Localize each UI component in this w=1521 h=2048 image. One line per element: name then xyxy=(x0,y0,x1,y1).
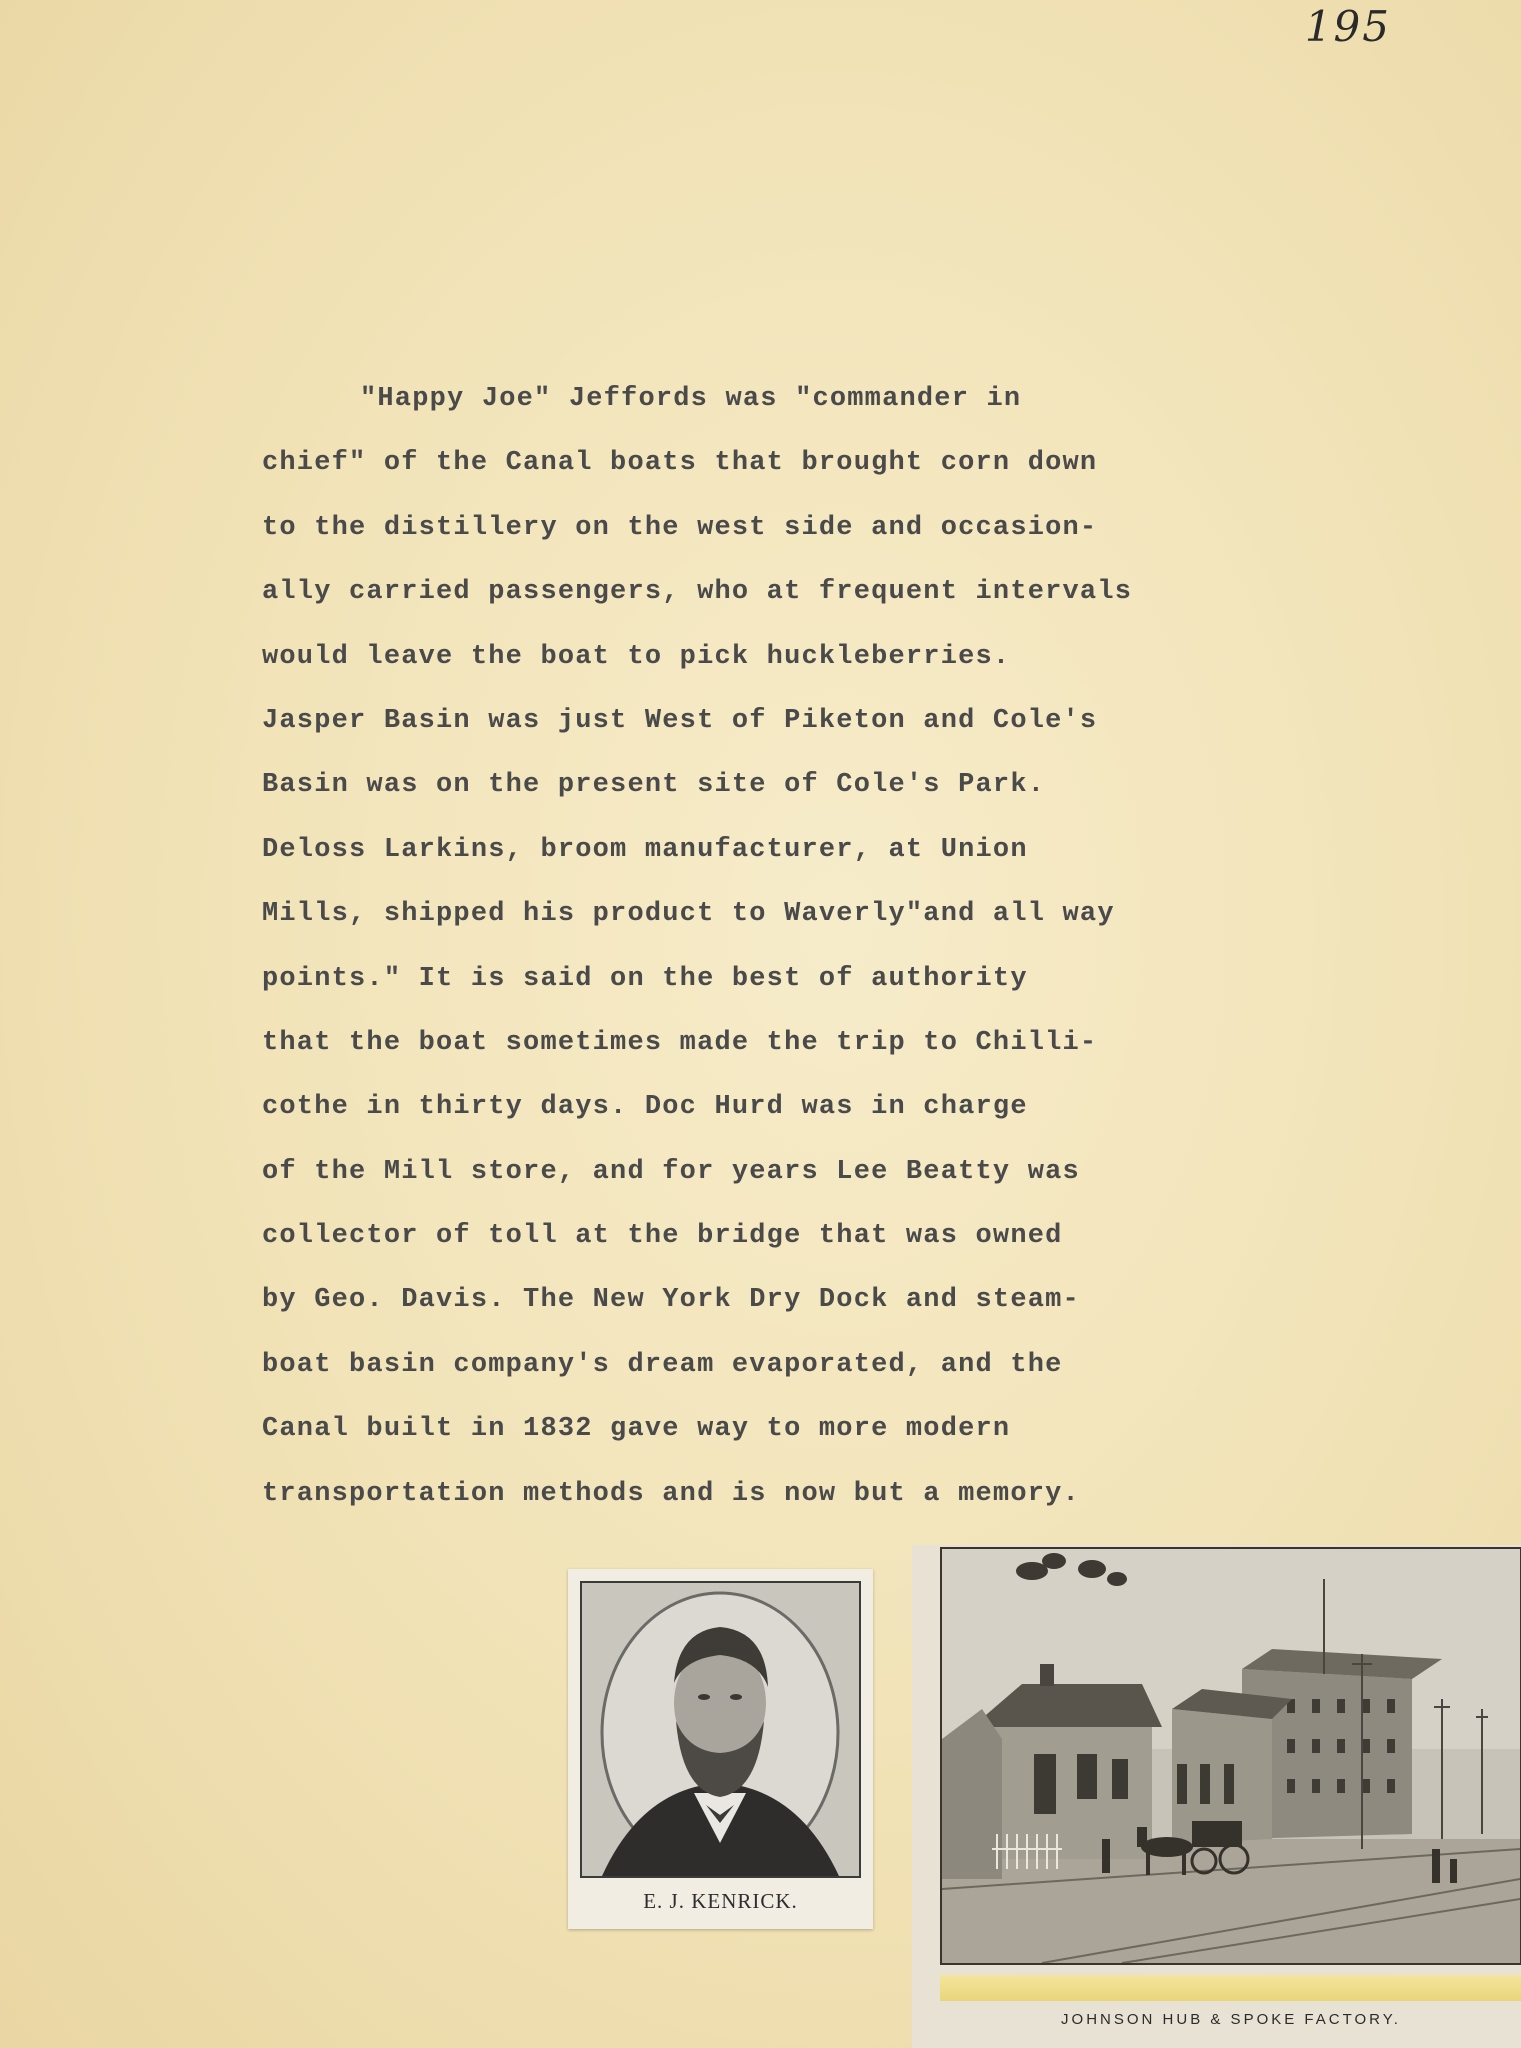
text-line: of the Mill store, and for years Lee Beatty was xyxy=(262,1156,1080,1187)
text-line: to the distillery on the west side and occasion- xyxy=(262,512,1098,543)
text-line: would leave the boat to pick huckleberries. xyxy=(262,641,1011,672)
text-line: cothe in thirty days. Doc Hurd was in charge xyxy=(262,1092,1028,1123)
portrait-image xyxy=(580,1581,861,1878)
text-line: by Geo. Davis. The New York Dry Dock and steam- xyxy=(262,1285,1080,1316)
factory-caption: JOHNSON HUB & SPOKE FACTORY. xyxy=(1061,2011,1401,2028)
text-line: Jasper Basin was just West of Piketon and Cole's xyxy=(262,705,1098,736)
text-line: collector of toll at the bridge that was owned xyxy=(262,1221,1063,1252)
text-line: boat basin company's dream evaporated, and the xyxy=(262,1349,1063,1380)
text-line: Basin was on the present site of Cole's Park. xyxy=(262,770,1046,801)
text-line: chief" of the Canal boats that brought corn down xyxy=(262,448,1098,479)
caption-strip xyxy=(940,1975,1521,2001)
typed-text-body xyxy=(262,367,1222,1526)
text-line: Mills, shipped his product to Waverly"and all way xyxy=(262,899,1115,930)
factory-clipping xyxy=(912,1545,1521,2048)
text-line: transportation methods and is now but a memory. xyxy=(262,1478,1080,1509)
text-line: Deloss Larkins, broom manufacturer, at Union xyxy=(262,834,1028,865)
factory-illustration xyxy=(940,1547,1521,1965)
page-number: 195 xyxy=(1304,2,1391,51)
portrait-clipping xyxy=(568,1569,873,1929)
text-line: points." It is said on the best of authority xyxy=(262,963,1028,994)
text-line: that the boat sometimes made the trip to Chilli- xyxy=(262,1027,1098,1058)
text-line: ally carried passengers, who at frequent intervals xyxy=(262,577,1133,608)
text-line: "Happy Joe" Jeffords was "commander in xyxy=(360,384,1022,414)
portrait-caption: E. J. KENRICK. xyxy=(643,1889,798,1913)
text-line: Canal built in 1832 gave way to more modern xyxy=(262,1414,1011,1445)
